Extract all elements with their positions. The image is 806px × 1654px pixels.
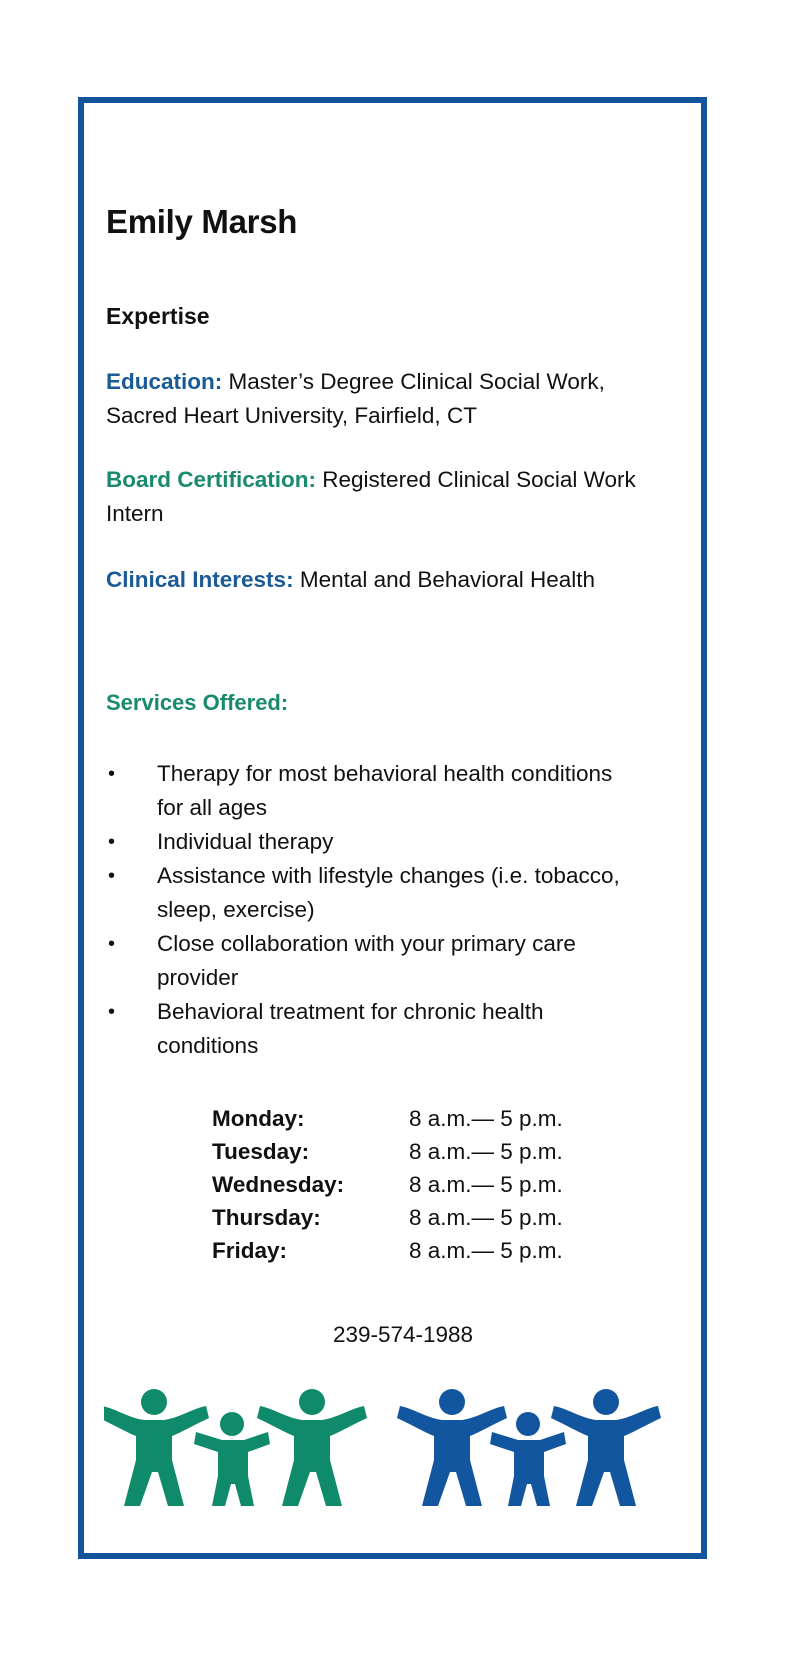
hours-row: [212, 1102, 563, 1135]
service-line1: Therapy for most behavioral health conditions: [157, 761, 613, 786]
list-item: [106, 859, 696, 927]
service-line1: Assistance with lifestyle changes (i.e. tobacco,: [157, 863, 620, 888]
bullet-icon: •: [108, 865, 116, 887]
certification-value-line2: Intern: [106, 501, 164, 526]
provider-name: Emily Marsh: [106, 203, 298, 240]
bullet-icon: •: [108, 763, 116, 785]
bullet-icon: •: [108, 831, 116, 853]
green-figures: [104, 1389, 367, 1506]
service-line2: sleep, exercise): [157, 897, 315, 922]
bullet-icon: •: [108, 933, 116, 955]
hours-row: [212, 1201, 563, 1234]
service-line2: conditions: [157, 1033, 259, 1058]
education-label: Education:: [106, 369, 223, 394]
service-line1: Close collaboration with your primary care: [157, 931, 576, 956]
office-hours: [212, 1102, 563, 1267]
phone-number: 239-574-1988: [332, 1322, 474, 1347]
services-list: [106, 757, 696, 1063]
hours-day: Friday:: [212, 1238, 288, 1263]
figure-adult-right: [551, 1389, 661, 1506]
figure-child-green: [194, 1412, 270, 1506]
family-figures-icon: [104, 1388, 684, 1508]
service-line2: for all ages: [157, 795, 268, 820]
certification-block: [106, 463, 696, 531]
hours-day: Thursday:: [212, 1205, 321, 1230]
hours-time: 8 a.m.— 5 p.m.: [409, 1106, 563, 1131]
hours-row: [212, 1135, 563, 1168]
hours-day: Tuesday:: [212, 1139, 310, 1164]
hours-time: 8 a.m.— 5 p.m.: [409, 1172, 563, 1197]
bullet-icon: •: [108, 1001, 116, 1023]
hours-row: [212, 1168, 563, 1201]
education-value-line2: Sacred Heart University, Fairfield, CT: [106, 403, 477, 428]
list-item: [106, 825, 696, 859]
section-title-expertise: Expertise: [106, 303, 210, 329]
service-line2: provider: [157, 965, 239, 990]
interests-label: Clinical Interests:: [106, 567, 294, 592]
figure-adult-blue: [397, 1389, 507, 1506]
hours-time: 8 a.m.— 5 p.m.: [409, 1205, 563, 1230]
certification-value-line1: Registered Clinical Social Work: [322, 467, 636, 492]
figure-adult-left: [104, 1389, 209, 1506]
list-item: [106, 757, 696, 825]
blue-figures: [397, 1389, 661, 1506]
list-item: [106, 927, 696, 995]
hours-row: [212, 1234, 563, 1267]
interests-block: [106, 563, 696, 597]
hours-time: 8 a.m.— 5 p.m.: [409, 1139, 563, 1164]
service-line1: Individual therapy: [157, 829, 334, 854]
list-item: [106, 995, 696, 1063]
interests-value: Mental and Behavioral Health: [299, 567, 596, 592]
education-block: [106, 365, 696, 433]
figure-child-blue: [490, 1412, 566, 1506]
hours-day: Wednesday:: [212, 1172, 345, 1197]
hours-time: 8 a.m.— 5 p.m.: [409, 1238, 563, 1263]
education-value-line1: Master’s Degree Clinical Social Work,: [228, 369, 605, 394]
figure-adult-center: [257, 1389, 367, 1506]
hours-day: Monday:: [212, 1106, 305, 1131]
service-line1: Behavioral treatment for chronic health: [157, 999, 544, 1024]
certification-label: Board Certification:: [106, 467, 317, 492]
services-title: Services Offered:: [106, 690, 289, 715]
